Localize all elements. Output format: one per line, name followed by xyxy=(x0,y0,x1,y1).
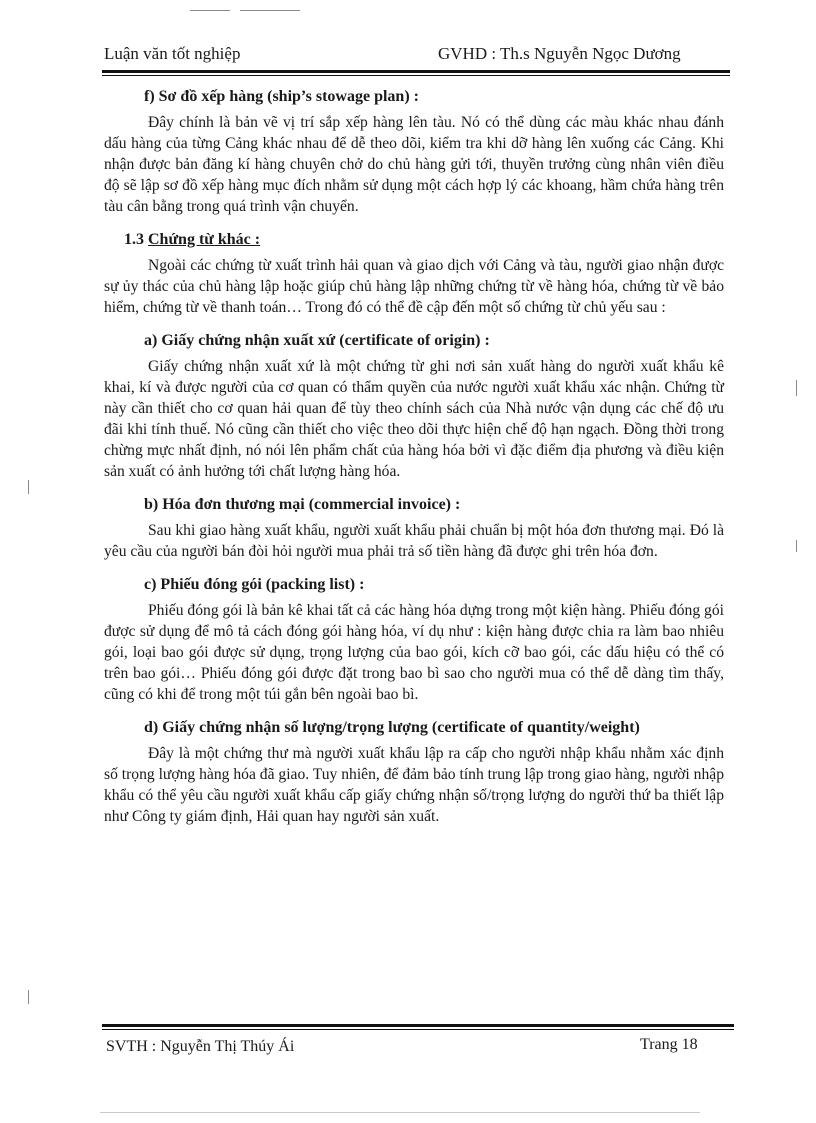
paragraph-section-intro: Ngoài các chứng từ xuất trình hải quan và giao dịch với Cảng và tàu, người giao nhận được sự ủy thác của chủ hàng lập hoặc giúp chủ hàng lập những chứng từ về hàng hóa, chứng từ về bảo hiểm, chứng từ về thanh toán… Trong đó có thể đề cập đến một số chứng từ chủ yếu sau : xyxy=(104,257,724,316)
header-supervisor: GVHD : Th.s Nguyễn Ngọc Dương xyxy=(438,44,681,63)
scan-mark xyxy=(100,1112,700,1113)
subsection-heading-quantity-weight: d) Giấy chứng nhận số lượng/trọng lượng (certificate of quantity/weight) xyxy=(144,719,640,736)
section-heading-stowage-plan: f) Sơ đồ xếp hàng (ship’s stowage plan) : xyxy=(144,88,419,105)
footer-rule xyxy=(102,1024,734,1027)
page-number: Trang 18 xyxy=(640,1036,698,1053)
scan-mark xyxy=(796,540,797,552)
scan-mark xyxy=(796,380,797,396)
header-title: Luận văn tốt nghiệp xyxy=(104,44,241,63)
scan-mark xyxy=(190,10,230,11)
footer-author: SVTH : Nguyễn Thị Thúy Ái xyxy=(106,1038,295,1055)
page-body xyxy=(104,82,724,839)
paragraph-stowage-plan: Đây chính là bản vẽ vị trí sắp xếp hàng lên tàu. Nó có thể dùng các màu khác nhau đánh dấu hàng của từng Cảng khác nhau để dễ theo dõi, kiểm tra khi dỡ hàng lên xuống các Cảng. Khi nhận được bản đăng kí hàng chuyên chở do chủ hàng gửi tới, thuyền trưởng cùng nhân viên điều độ sẽ lập sơ đồ xếp hàng mục đích nhằm sử dụng một cách hợp lý các khoang, hầm chứa hàng trên tàu cân bằng trong quá trình vận chuyển. xyxy=(104,114,724,215)
scan-mark xyxy=(28,480,29,494)
subsection-heading-certificate-of-origin: a) Giấy chứng nhận xuất xứ (certificate of origin) : xyxy=(144,332,490,349)
footer-rule-thin xyxy=(102,1029,734,1030)
section-heading-1-3 xyxy=(124,229,724,250)
section-title: Chứng từ khác : xyxy=(148,231,261,248)
paragraph-quantity-weight: Đây là một chứng thư mà người xuất khẩu lập ra cấp cho người nhập khẩu nhằm xác định số trọng lượng hàng hóa đã giao. Tuy nhiên, để đảm bảo tính trung lập trong giao hàng, người nhập khẩu có thể yêu cầu người xuất khẩu cấp giấy chứng nhận số/trọng lượng do người thứ ba thiết lập như Công ty giám định, Hải quan hay người sản xuất. xyxy=(104,745,724,825)
paragraph-commercial-invoice: Sau khi giao hàng xuất khẩu, người xuất khẩu phải chuẩn bị một hóa đơn thương mại. Đó là yêu cầu của người bán đòi hỏi người mua phải trả số tiền hàng đã được ghi trên hóa đơn. xyxy=(104,522,724,560)
subsection-heading-packing-list: c) Phiếu đóng gói (packing list) : xyxy=(144,576,365,593)
paragraph-packing-list: Phiếu đóng gói là bản kê khai tất cả các hàng hóa dựng trong một kiện hàng. Phiếu đóng gói được sử dụng để mô tả cách đóng gói hàng hóa, ví dụ như : kiện hàng được chia ra làm bao nhiêu gói, loại bao gói được sử dụng, trọng lượng của bao gói, kích cỡ bao gói, các dấu hiệu có thể có trên bao gói… Phiếu đóng gói được đặt trong bao bì sao cho người mua có thể dễ dàng tìm thấy, cũng có khi để trong một túi gắn bên ngoài bao bì. xyxy=(104,602,724,703)
scan-mark xyxy=(28,990,29,1004)
header-rule-thin xyxy=(102,75,730,76)
section-number: 1.3 xyxy=(124,231,144,248)
paragraph-certificate-of-origin: Giấy chứng nhận xuất xứ là một chứng từ ghi nơi sản xuất hàng do người xuất khẩu kê khai, kí và được người của cơ quan có thẩm quyền của nước người xuất khẩu xác nhận. Chứng từ này cần thiết cho cơ quan hải quan để tùy theo chính sách của Nhà nước vận dụng các chế độ ưu đãi khi tính thuế. Nó cũng cần thiết cho việc theo dõi thực hiện chế độ hạn ngạch. Đồng thời trong chừng mực nhất định, nó nói lên phẩm chất của hàng hóa bởi vì đặc điểm địa phương và điều kiện sản xuất có ảnh hưởng tới chất lượng hàng hóa. xyxy=(104,358,724,480)
header-rule xyxy=(102,70,730,73)
scan-mark xyxy=(240,10,300,11)
subsection-heading-commercial-invoice: b) Hóa đơn thương mại (commercial invoice) : xyxy=(144,496,461,513)
